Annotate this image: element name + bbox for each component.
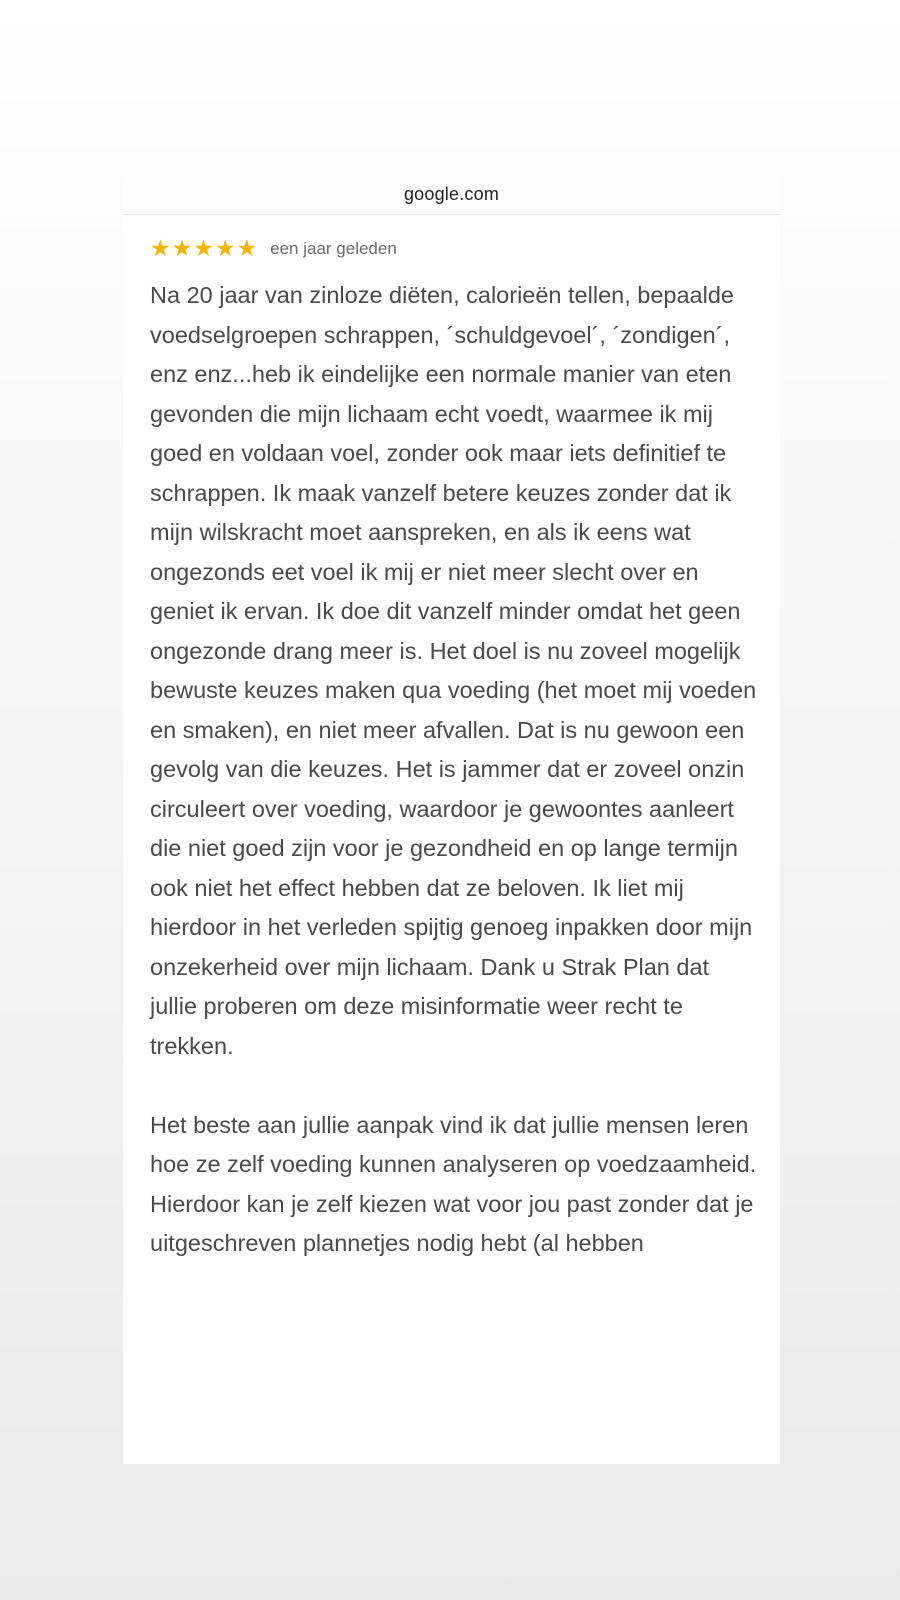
star-icon: ★ [214,235,236,261]
star-icon: ★ [236,235,258,261]
review-meta [123,237,780,260]
star-icon: ★ [171,235,193,261]
review-paragraph: Het beste aan jullie aanpak vind ik dat jullie mensen leren hoe ze zelf voeding kunnen analyseren op voedzaamheid. Hierdoor kan je zelf kiezen wat voor jou past zonder dat je uitgeschreven plannetjes nodig hebt (al hebben [150,1111,757,1256]
address-bar [123,178,780,215]
star-icon: ★ [193,235,214,261]
domain-label: google.com [403,183,500,204]
review-text [123,276,780,1264]
star-icon: ★ [150,235,171,261]
review-card [123,178,780,1464]
review-date: een jaar geleden [270,238,397,258]
review-paragraph: Na 20 jaar van zinloze diëten, calorieën tellen, bepaalde voedselgroepen schrappen, ´schuldgevoel´, ´zondigen´, enz enz...heb ik eindelijke een normale manier van eten gevonden die mijn lichaam echt voedt, waarmee ik mij goed en voldaan voel, zonder ook maar iets definitief te schrappen. Ik maak vanzelf betere keuzes zonder dat ik mijn wilskracht moet aanspreken, en als ik eens wat ongezonds eet voel ik mij er niet meer slecht over en geniet ik ervan. Ik doe dit vanzelf minder omdat het geen ongezonde drang meer is. Het doel is nu zoveel mogelijk bewuste keuzes maken qua voeding (het moet mij voeden en smaken), en niet meer afvallen. Dat is nu gewoon een gevolg van die keuzes. Het is jammer dat er zoveel onzin circuleert over voeding, waardoor je gewoontes aanleert die niet goed zijn voor je gezondheid en op lange termijn ook niet het effect hebben dat ze beloven. Ik liet mij hierdoor in het verleden spijtig genoeg inpakken door mijn onzekerheid over mijn lichaam. Dank u Strak Plan dat jullie proberen om deze misinformatie weer recht te trekken. [150,282,757,1059]
star-rating [150,237,258,260]
